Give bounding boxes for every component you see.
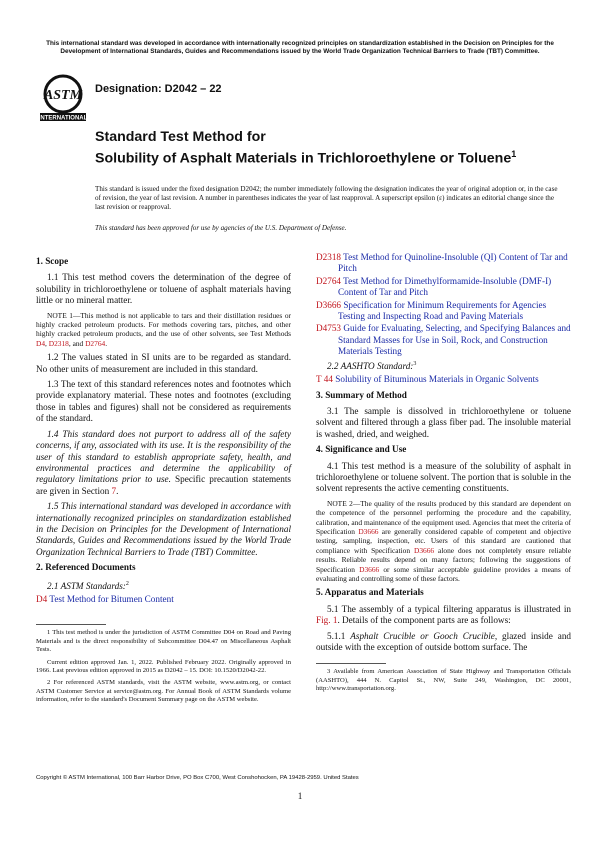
- para-2-1-text: 2.1 ASTM Standards:: [47, 580, 126, 591]
- para-1-1: 1.1 This test method covers the determination of the degree of solubility in trichloroethylene or toluene of asphalt materials having little or no mineral matter.: [36, 272, 291, 306]
- para-5-1: [316, 604, 571, 627]
- ref-d4753[interactable]: [316, 323, 571, 357]
- footnote-separator-right: [316, 663, 386, 664]
- ref-d4753-title[interactable]: Guide for Evaluating, Selecting, and Specifying Balances and Standard Masses for Use in Soil, Rock, and Construction Materials Testing: [338, 323, 571, 357]
- ref-d2764-title[interactable]: Test Method for Dimethylformamide-Insoluble (DMF-I) Content of Tar and Pitch: [338, 275, 552, 298]
- para-1-3: 1.3 The text of this standard references notes and footnotes which provide explanatory material. These notes and footnotes (excluding those in tables and figures) shall not be considered as requirements of the standard.: [36, 379, 291, 424]
- ref-d3666-title[interactable]: Specification for Minimum Requirements for Agencies Testing and Inspecting Road and Paving Materials: [338, 299, 547, 322]
- copyright-line: Copyright © ASTM International, 100 Barr Harbor Drive, PO Box C700, West Conshohocken, PA 19428-2959. United States: [36, 775, 359, 781]
- note-2-text-c: alone does not completely ensure reliable results. Reliable results depend on many factors; following the suggestions of Specification: [316, 545, 571, 574]
- ref-t44[interactable]: [316, 374, 571, 385]
- ref-d2764[interactable]: [316, 276, 571, 299]
- para-2-2-sup: 3: [413, 360, 417, 367]
- link-d2318[interactable]: D2318: [48, 338, 69, 348]
- ref-d3666-code[interactable]: D3666: [316, 299, 342, 310]
- note-2: [316, 499, 571, 584]
- ref-d4-title[interactable]: Test Method for Bitumen Content: [47, 594, 174, 605]
- para-1-4-end: .: [116, 485, 119, 496]
- para-1-2: 1.2 The values stated in SI units are to be regarded as standard. No other units of measurement are included in this standard.: [36, 352, 291, 374]
- ref-t44-code[interactable]: T 44: [316, 374, 333, 385]
- title-line-1: Standard Test Method for: [95, 129, 266, 145]
- title-main: Solubility of Asphalt Materials in Trichloroethylene or Toluene: [95, 150, 512, 167]
- para-5-1-1-italic: Asphalt Crucible or Gooch Crucible,: [350, 630, 498, 641]
- link-d3666-3[interactable]: D3666: [359, 564, 380, 574]
- para-5-1-1-text: glazed inside and outside with the exception of outside bottom surface. The: [316, 630, 572, 653]
- footnote-1-edition: Current edition approved Jan. 1, 2022. Published February 2022. Originally approved in 1966. Last previous edition approved in 2015 as D2042 – 15. DOI: 10.1520/D2042-22.: [36, 658, 291, 675]
- link-fig-1[interactable]: Fig. 1: [316, 615, 338, 626]
- para-2-2-text: 2.2 AASHTO Standard:: [327, 360, 414, 371]
- ref-t44-title[interactable]: Solubility of Bituminous Materials in Organic Solvents: [332, 374, 539, 385]
- para-5-1-1: [316, 631, 571, 654]
- tbt-notice: This international standard was developed in accordance with internationally recognized principles on standardization established in the Decision on Principles for the Development of International Standards, Guides and Recommendations issued by the World Trade Organization Technical Barriers to Trade (TBT) Committee.: [46, 40, 554, 55]
- logo-text: INTERNATIONAL: [38, 115, 88, 122]
- note-2-text-b: are generally considered capable of competent and objective testing, sampling, inspection, etc. Users of this standard are cautioned that compliance with Specification: [316, 527, 571, 555]
- para-3-1: 3.1 The sample is dissolved in trichloroethylene or toluene solvent and filtered through a glass fiber pad. The insoluble material is washed, dried, and weighed.: [316, 405, 571, 439]
- footnote-2: 2 For referenced ASTM standards, visit the ASTM website, www.astm.org, or contact ASTM Customer Service at service@astm.org. For Annual Book of ASTM Standards volume information, refer to the standard's Document Summary page on the ASTM website.: [36, 679, 291, 704]
- para-2-1-sup: 2: [125, 580, 129, 587]
- right-column: [316, 252, 571, 698]
- svg-text:ASTM: ASTM: [43, 88, 83, 103]
- section-significance-heading: 4. Significance and Use: [316, 444, 407, 455]
- note-1-end: .: [105, 338, 108, 348]
- astm-logo: [38, 73, 88, 123]
- link-section-7[interactable]: 7: [111, 485, 117, 496]
- note-1-sep-2: , and: [68, 338, 86, 348]
- ref-d2764-code[interactable]: D2764: [316, 275, 342, 286]
- left-column: [36, 252, 291, 709]
- title-footnote-mark: 1: [511, 148, 517, 159]
- astm-logo-icon: [38, 73, 88, 123]
- footnote-3: 3 Available from American Association of State Highway and Transportation Officials (AASHTO), 444 N. Capitol St., NW, Suite 249, Washington, DC 20001, http://www.transportation.org.: [316, 668, 571, 693]
- para-2-1: [36, 579, 291, 592]
- dod-approval: This standard has been approved for use by agencies of the U.S. Department of Defense.: [95, 224, 347, 232]
- footnote-separator: [36, 624, 106, 625]
- note-1-sep: ,: [45, 338, 49, 348]
- para-1-4-italic: 1.4 This standard does not purport to address all of the safety concerns, if any, associated with its use. It is the responsibility of the user of this standard to establish appropriate safety, health, and environmental practices and determine the applicability of regulatory limitations prior to use.: [36, 428, 291, 485]
- para-4-1: 4.1 This test method is a measure of the solubility of asphalt in trichloroethylene or toluene solvent. The portion that is soluble in the solvent represents the active cementing constituents.: [316, 460, 571, 494]
- para-1-5: [36, 501, 291, 558]
- para-5-1-1-num: 5.1.1: [327, 630, 351, 641]
- document-title: [95, 129, 535, 167]
- link-d2764[interactable]: D2764: [85, 338, 106, 348]
- ref-d4-code[interactable]: D4: [36, 594, 48, 605]
- ref-d3666[interactable]: [316, 300, 571, 323]
- issued-statement: This standard is issued under the fixed designation D2042; the number immediately following the designation indicates the year of original adoption or, in the case of revision, the year of last revision. A number in parentheses indicates the year of last reapproval. A superscript epsilon (ε) indicates an editorial change since the last revision or reapproval.: [95, 185, 558, 212]
- note-1: [36, 311, 291, 349]
- footnote-1: 1 This test method is under the jurisdiction of ASTM Committee D04 on Road and Paving Materials and is the direct responsibility of Subcommittee D04.47 on Miscellaneous Asphalt Tests.: [36, 629, 291, 654]
- para-1-4: [36, 429, 291, 497]
- ref-d2318-title[interactable]: Test Method for Quinoline-Insoluble (QI) Content of Tar and Pitch: [338, 252, 568, 274]
- page-number: 1: [297, 791, 303, 801]
- title-line-2: [95, 146, 535, 167]
- ref-d2318-code[interactable]: D2318: [316, 252, 342, 262]
- note-2-text-d: or some similar acceptable guideline provides a means of evaluating and controlling some of these factors.: [316, 564, 571, 584]
- ref-d2318[interactable]: [316, 252, 571, 275]
- note-1-text: NOTE 1—This method is not applicable to tars and their distillation residues or highly cracked petroleum products. For methods covering tars, pitches, and other highly cracked petroleum products, and the use of other solvents, see Test Methods: [36, 310, 291, 339]
- para-1-5-italic: 1.5 This international standard was developed in accordance with internationally recognized principles on standardization established in the Decision on Principles for the Development of International Standards, Guides and Recommendations issued by the World Trade Organization Technical Barriers to Trade (TBT) Committee.: [36, 501, 291, 557]
- section-scope-heading: 1. Scope: [36, 256, 69, 266]
- section-summary-heading: 3. Summary of Method: [316, 389, 407, 400]
- para-1-4-text: Specific precaution statements are given in Section: [36, 474, 291, 496]
- link-d3666-1[interactable]: D3666: [358, 527, 379, 536]
- section-referenced-heading: 2. Referenced Documents: [36, 562, 136, 573]
- para-2-2: [316, 359, 571, 372]
- link-d4[interactable]: D4: [36, 338, 46, 348]
- designation: Designation: D2042 – 22: [95, 83, 222, 95]
- note-2-text-a: NOTE 2—The quality of the results produced by this standard are dependent on the competence of the personnel performing the procedure and the capability, calibration, and maintenance of the equipment used. Agencies that meet the criteria of Specification: [316, 498, 571, 536]
- ref-d4[interactable]: [36, 594, 291, 605]
- link-d3666-2[interactable]: D3666: [414, 545, 435, 555]
- section-apparatus-heading: 5. Apparatus and Materials: [316, 587, 424, 598]
- para-5-1-text-a: 5.1 The assembly of a typical filtering apparatus is illustrated in: [327, 603, 571, 614]
- ref-d4753-code[interactable]: D4753: [316, 323, 342, 334]
- para-5-1-text-b: . Details of the component parts are as follows:: [337, 615, 511, 626]
